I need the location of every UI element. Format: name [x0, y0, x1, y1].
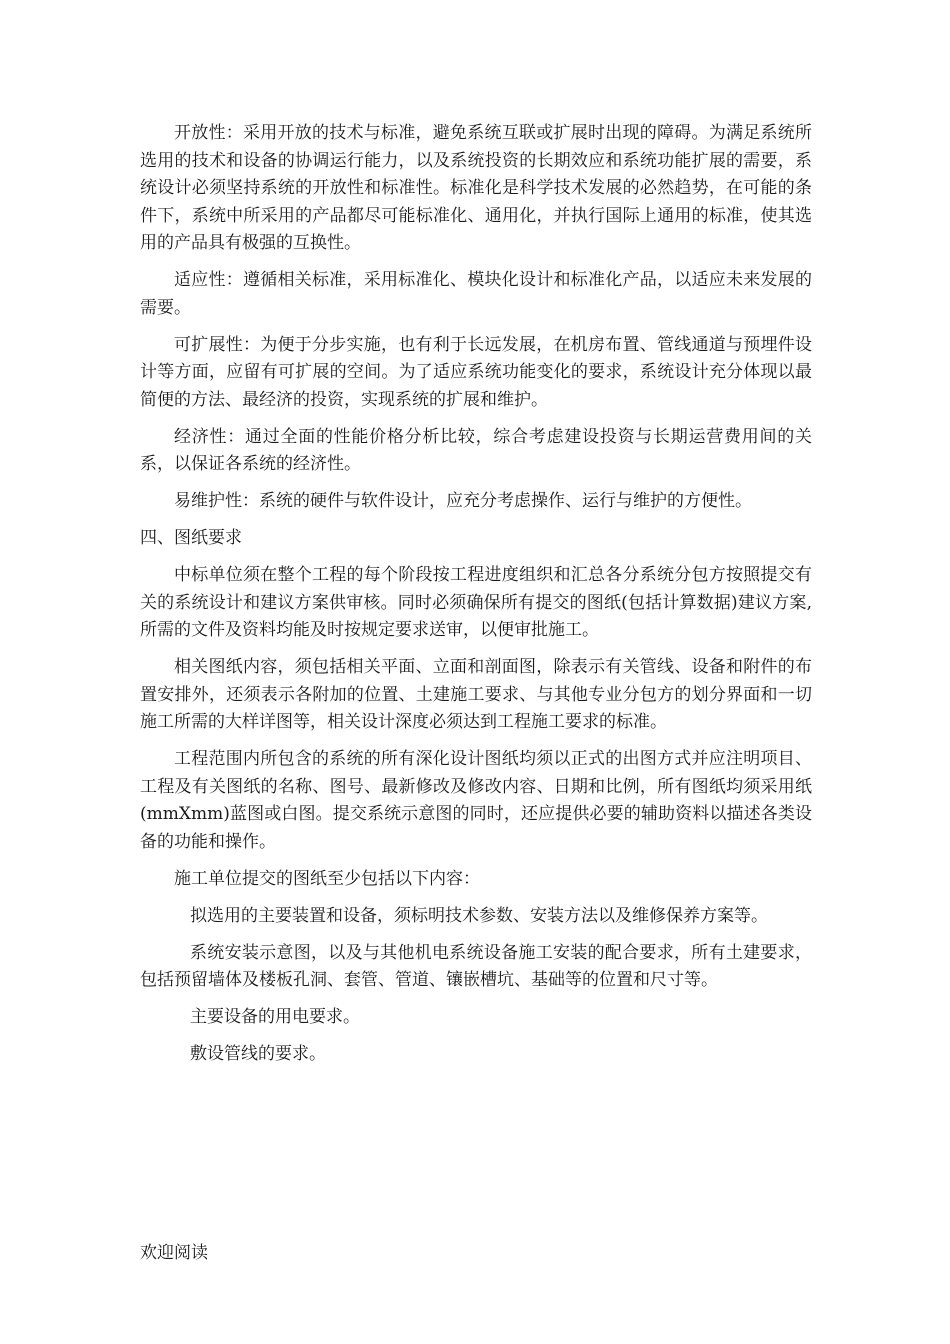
paragraph-scalability: 可扩展性：为便于分步实施，也有利于长远发展，在机房布置、管线通道与预埋件设计等方面，应留有可扩展的空间。为了适应系统功能变化的要求，系统设计充分体现以最简便的方法、最经济的投资，实现系统的扩展和维护。	[140, 334, 812, 410]
paragraph-scope-drawings: 工程范围内所包含的系统的所有深化设计图纸均须以正式的出图方式并应注明项目、工程及有关图纸的名称、图号、最新修改及修改内容、日期和比例，所有图纸均须采用纸(mmXmm)蓝图或白图。提交系统示意图的同时，还应提供必要的辅助资料以描述各类设备的功能和操作。	[140, 749, 812, 852]
paragraph-economy: 经济性：通过全面的性能价格分析比较，综合考虑建设投资与长期运营费用间的关系，以保证各系统的经济性。	[140, 426, 812, 474]
list-item-power: 主要设备的用电要求。	[190, 1007, 360, 1027]
list-item-piping: 敷设管线的要求。	[190, 1044, 326, 1064]
list-item-equipment: 拟选用的主要装置和设备，须标明技术参数、安装方法以及维修保养方案等。	[190, 905, 768, 926]
section-heading: 四、图纸要求	[140, 528, 242, 548]
document-body	[140, 120, 812, 1078]
paragraph-maintainability: 易维护性：系统的硬件与软件设计，应充分考虑操作、运行与维护的方便性。	[174, 491, 752, 511]
paragraph-adaptability: 适应性：遵循相关标准，采用标准化、模块化设计和标准化产品，以适应未来发展的需要。	[140, 270, 812, 318]
footer-text: 欢迎阅读	[140, 1243, 208, 1263]
paragraph-drawing-content: 相关图纸内容，须包括相关平面、立面和剖面图，除表示有关管线、设备和附件的布置安排外，还须表示各附加的位置、土建施工要求、与其他专业分包方的划分界面和一切施工所需的大样详图等，相关设计深度必须达到工程施工要求的标准。	[140, 657, 812, 732]
paragraph-bidder-requirement: 中标单位须在整个工程的每个阶段按工程进度组织和汇总各分系统分包方按照提交有关的系统设计和建议方案供审核。同时必须确保所有提交的图纸(包括计算数据)建议方案,所需的文件及资料均能及时按规定要求送审，以便审批施工。	[140, 565, 812, 640]
paragraph-openness: 开放性：采用开放的技术与标准，避免系统互联或扩展时出现的障碍。为满足系统所选用的技术和设备的协调运行能力，以及系统投资的长期效应和系统功能扩展的需要，系统设计必须坚持系统的开放性和标准性。标准化是科学技术发展的必然趋势，在可能的条件下，系统中所采用的产品都尽可能标准化、通用化，并执行国际上通用的标准，使其选用的产品具有极强的互换性。	[140, 123, 812, 253]
list-item-schematic: 系统安装示意图，以及与其他机电系统设备施工安装的配合要求，所有土建要求，包括预留墙体及楼板孔洞、套管、管道、镶嵌槽坑、基础等的位置和尺寸等。	[140, 942, 812, 990]
paragraph-submission-intro: 施工单位提交的图纸至少包括以下内容：	[174, 868, 480, 889]
